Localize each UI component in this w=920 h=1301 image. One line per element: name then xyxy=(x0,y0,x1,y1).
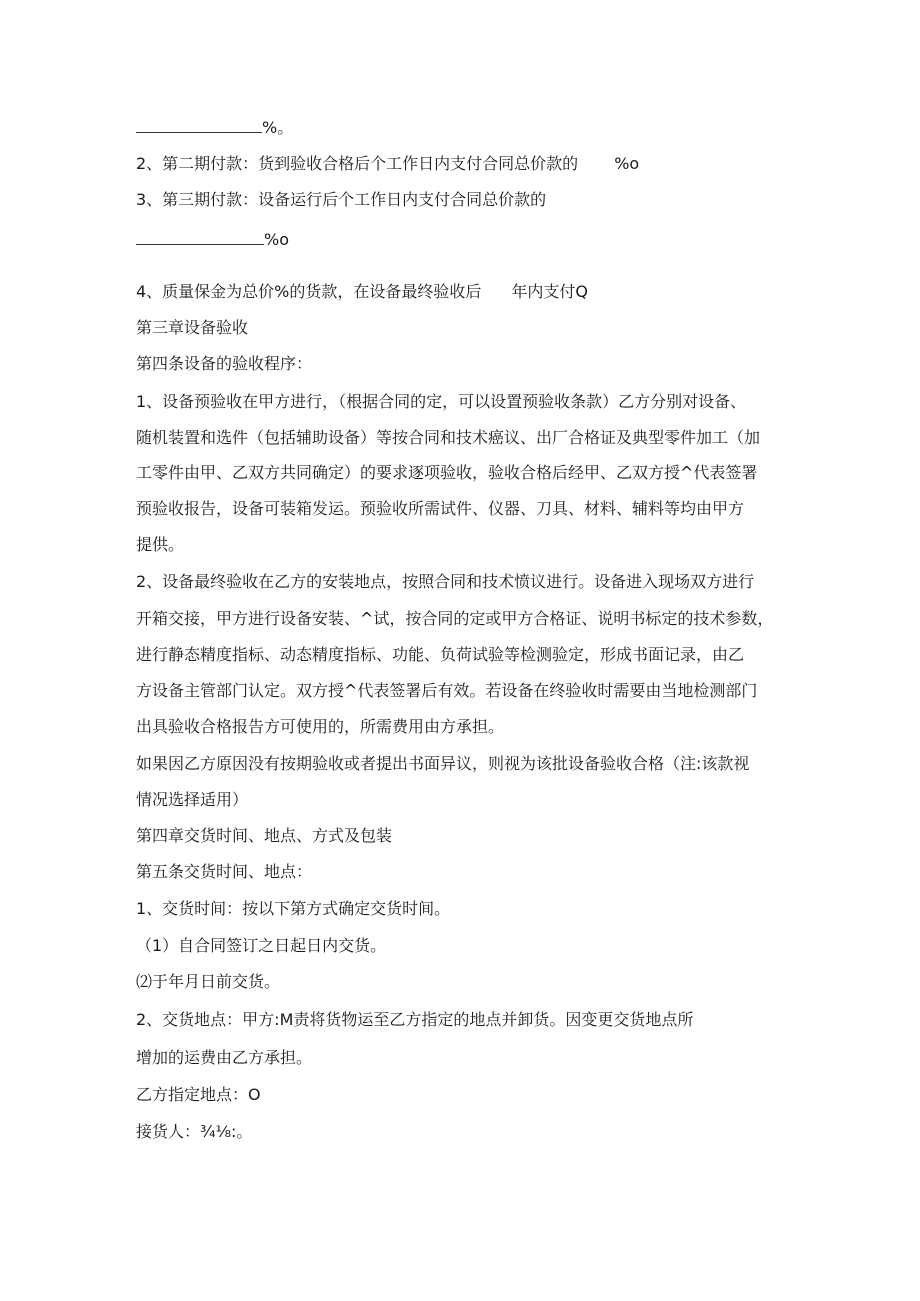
chapter-heading: 第三章设备验收 xyxy=(136,318,249,337)
article-heading: 第四条设备的验收程序： xyxy=(136,354,313,373)
paragraph-line: 方设备主管部门认定。双方授^代表签署后有效。若设备在终验收时需要由当地检测部门 xyxy=(136,681,758,700)
paragraph-line: 情况选择适用） xyxy=(136,790,249,809)
paragraph-line: 进行静态精度指标、动态精度指标、功能、负荷试验等检测验定，形成书面记录，由乙 xyxy=(136,645,745,664)
article-heading: 第五条交货时间、地点： xyxy=(136,862,313,881)
paragraph-line: 2、交货地点：甲方:M责将货物运至乙方指定的地点并卸货。因变更交货地点所 xyxy=(136,1010,694,1029)
line-payment-3-tail: %o xyxy=(136,230,289,250)
paragraph-line: 工零件由甲、乙双方共同确定）的要求逐项验收，验收合格后经甲、乙双方授^代表签署 xyxy=(136,463,758,482)
blank-underline xyxy=(136,132,262,133)
paragraph-line: 增加的运费由乙方承担。 xyxy=(136,1048,313,1067)
paragraph-line: 2、设备最终验收在乙方的安装地点，按照合同和技术愤议进行。设备进入现场双方进行 xyxy=(136,572,755,591)
paragraph-line: 出具验收合格报告方可使用的，所需费用由方承担。 xyxy=(136,717,505,736)
paragraph-line: 1、交货时间：按以下第方式确定交货时间。 xyxy=(136,899,451,918)
line-payment-3: 3、第三期付款：设备运行后个工作日内支付合同总价款的 xyxy=(136,190,547,209)
paragraph-line: 如果因乙方原因没有按期验收或者提出书面异议，则视为该批设备验收合格（注:该款视 xyxy=(136,754,750,773)
line-payment-2: 2、第二期付款：货到验收合格后个工作日内支付合同总价款的 %o xyxy=(136,154,640,173)
paragraph-line: （1）自合同签订之日起日内交货。 xyxy=(136,936,387,955)
paragraph-line: 预验收报告，设备可装箱发运。预验收所需试件、仪器、刀具、材料、辅料等均由甲方 xyxy=(136,499,745,518)
paragraph-line: 乙方指定地点：O xyxy=(136,1085,261,1104)
line-warranty: 4、质量保金为总价%的货款，在设备最终验收后 年内支付Q xyxy=(136,282,588,301)
paragraph-line: 接货人：¾⅛:。 xyxy=(136,1122,253,1141)
chapter-heading: 第四章交货时间、地点、方式及包装 xyxy=(136,826,393,845)
paragraph-line: 随机装置和选件（包括辅助设备）等按合同和技术癌议、出厂合格证及典型零件加工（加 xyxy=(136,428,761,447)
paragraph-line: 1、设备预验收在甲方进行，（根据合同的定，可以设置预验收条款）乙方分别对设备、 xyxy=(136,392,747,411)
paragraph-line: 开箱交接，甲方进行设备安装、^试，按合同的定或甲方合格证、说明书标定的技术参数， xyxy=(136,609,774,628)
paragraph-line: ⑵于年月日前交货。 xyxy=(136,972,281,991)
line-payment-1-tail: %。 xyxy=(136,118,293,138)
paragraph-line: 提供。 xyxy=(136,535,185,554)
blank-underline xyxy=(136,244,264,245)
